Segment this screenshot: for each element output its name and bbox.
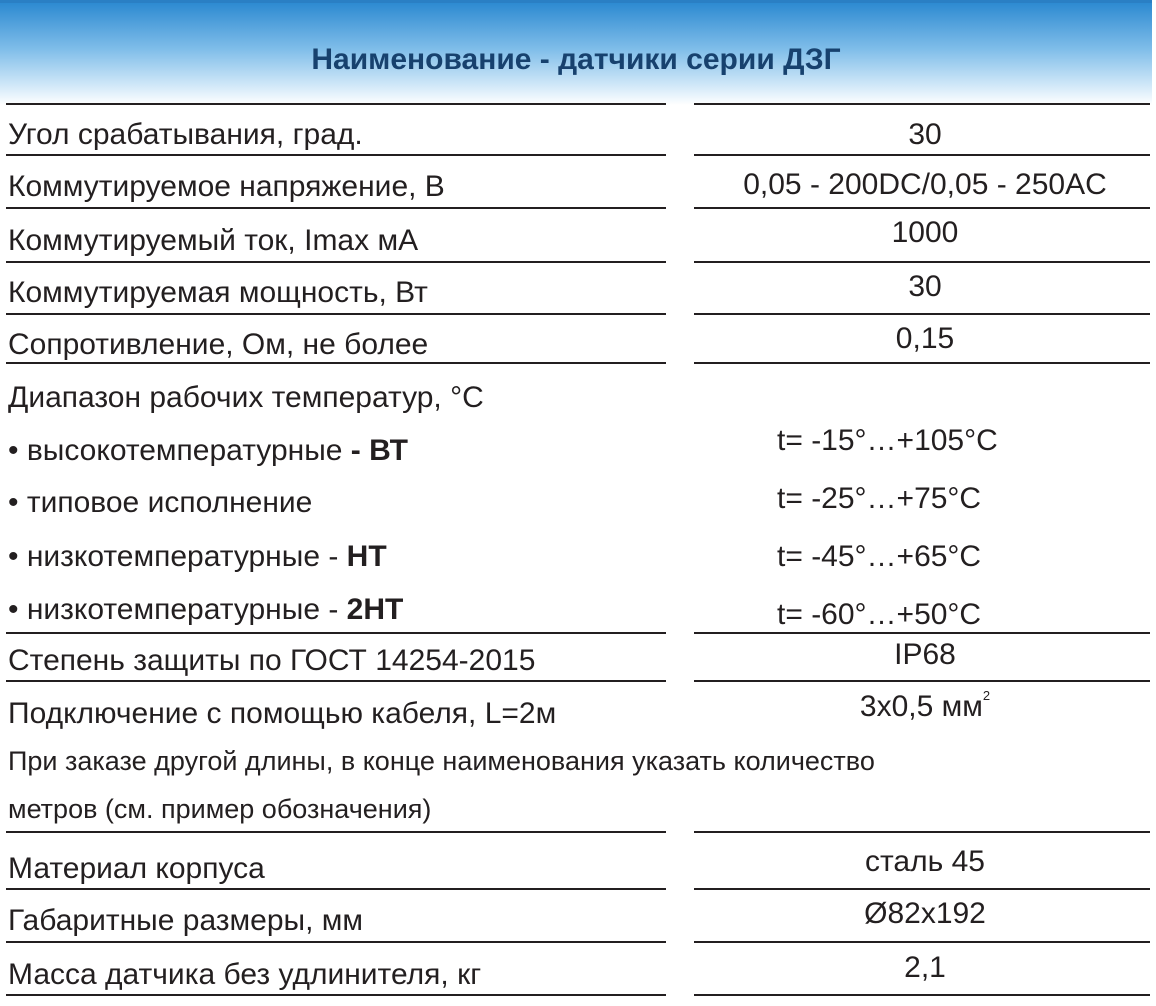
temp-value-bt: t= -15°…+105°С	[777, 424, 998, 457]
dimensions-label: Габаритные размеры, мм	[8, 904, 364, 937]
row-divider	[6, 313, 666, 315]
row-divider	[6, 261, 666, 263]
row-divider	[6, 680, 666, 682]
row-divider	[6, 831, 666, 833]
row-divider	[694, 994, 1150, 996]
power-label: Коммутируемая мощность, Вт	[8, 276, 428, 309]
dimensions-value: Ø82х192	[864, 897, 986, 930]
row-divider	[694, 207, 1150, 209]
row-divider	[6, 154, 666, 156]
mass-value: 2,1	[904, 951, 946, 984]
row-divider	[694, 313, 1150, 315]
material-label: Материал корпуса	[8, 852, 265, 885]
resistance-value: 0,15	[895, 322, 955, 355]
mass-label: Масса датчика без удлинителя, кг	[8, 958, 482, 991]
row-divider	[6, 632, 666, 634]
angle-label: Угол срабатывания, град.	[8, 118, 363, 151]
temp-item-nt: • низкотемпературные - НТ	[8, 540, 387, 573]
row-divider	[694, 680, 1150, 682]
cable-value: 3х0,5 $мм^2$	[859, 688, 991, 723]
row-divider	[694, 261, 1150, 263]
row-divider	[694, 941, 1150, 943]
row-divider	[694, 362, 1150, 364]
table-title: Наименование - датчики серии ДЗГ	[311, 43, 841, 76]
row-divider	[694, 103, 1150, 105]
row-divider	[6, 888, 666, 890]
cable-note-line1: При заказе другой длины, в конце наименования указать количество	[8, 746, 875, 776]
temp-value-standard: t= -25°…+75°С	[777, 482, 982, 515]
protection-value: IP68	[894, 638, 956, 671]
voltage-value: 0,05 - 200DC/0,05 - 250AC	[743, 168, 1107, 201]
table-header	[0, 0, 1152, 105]
temperature-label: Диапазон рабочих температур, °С	[8, 381, 484, 414]
temp-item-bt: • высокотемпературные - ВТ	[8, 434, 408, 467]
material-value: сталь 45	[865, 845, 985, 878]
current-value: 1000	[891, 216, 959, 249]
row-divider	[6, 207, 666, 209]
temp-value-2nt: t= -60°…+50°С	[777, 598, 982, 631]
temp-value-nt: t= -45°…+65°С	[777, 540, 982, 573]
temp-item-standard: • типовое исполнение	[8, 486, 313, 519]
row-divider	[694, 154, 1150, 156]
cable-label: Подключение с помощью кабеля, L=2м	[8, 697, 557, 730]
row-divider	[6, 362, 666, 364]
angle-value: 30	[908, 118, 942, 151]
row-divider	[694, 831, 1150, 833]
power-value: 30	[908, 270, 942, 303]
row-divider	[694, 888, 1150, 890]
temp-item-2nt: • низкотемпературные - 2НТ	[8, 593, 404, 626]
row-divider	[6, 103, 666, 105]
voltage-label: Коммутируемое напряжение, В	[8, 170, 445, 203]
resistance-label: Сопротивление, Ом, не более	[8, 328, 429, 361]
current-label: Коммутируемый ток, Imax мА	[8, 224, 419, 257]
row-divider	[6, 941, 666, 943]
row-divider	[694, 632, 1150, 634]
row-divider	[6, 994, 666, 996]
cable-note-line2: метров (см. пример обозначения)	[8, 794, 432, 824]
protection-label: Степень защиты по ГОСТ 14254-2015	[8, 644, 536, 677]
